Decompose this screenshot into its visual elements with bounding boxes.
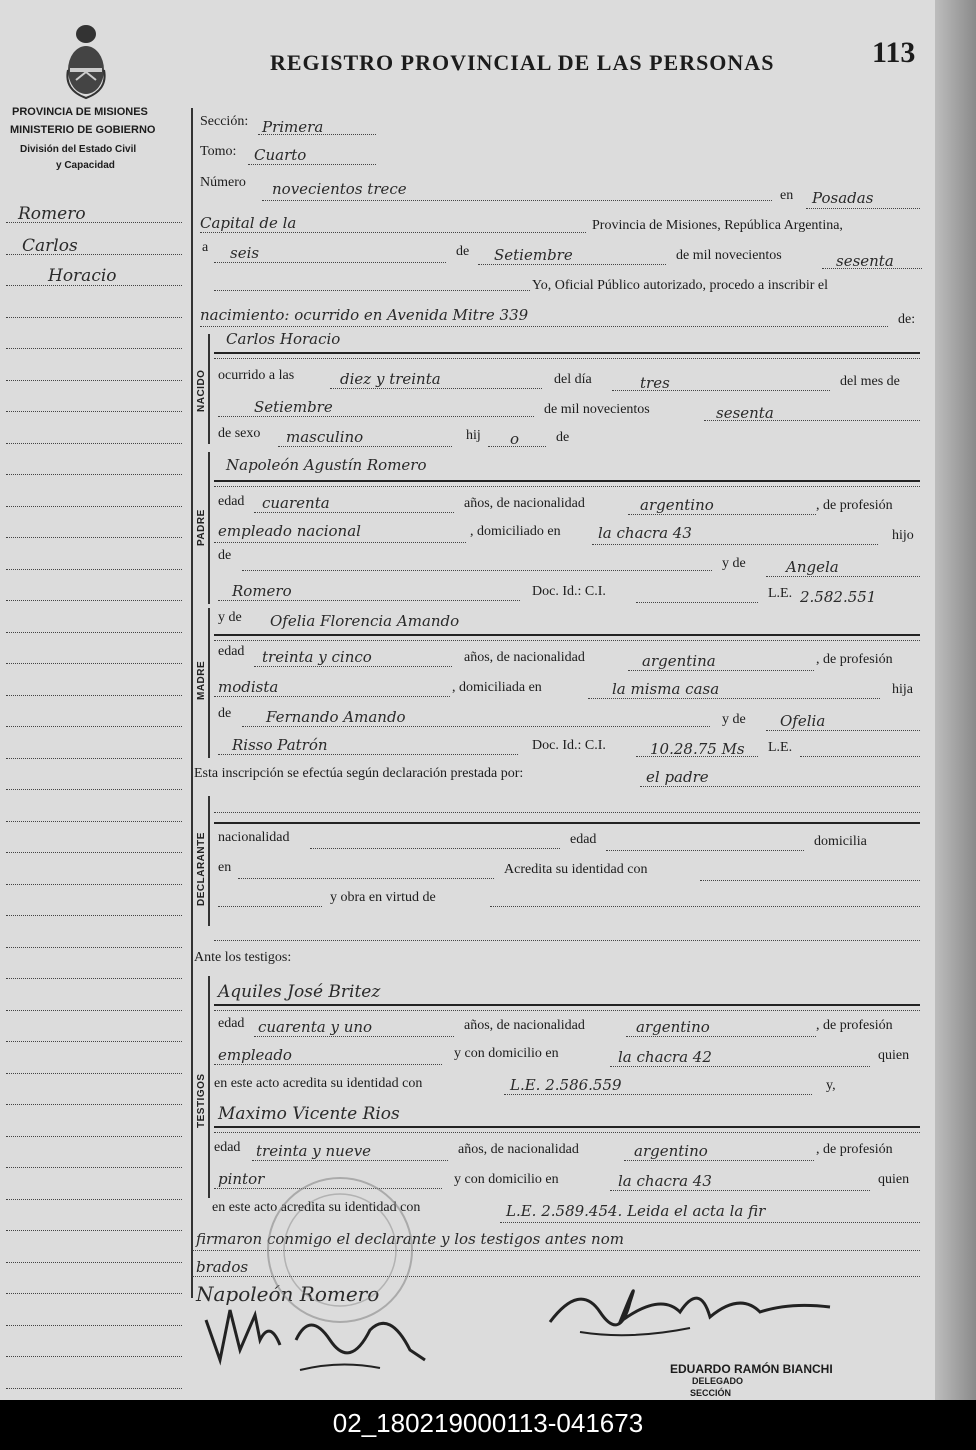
registry-seal-icon xyxy=(260,1170,420,1330)
numero-label: Número xyxy=(200,175,246,190)
testigo2-dom-label: y con domicilio en xyxy=(454,1172,559,1187)
cierre-line-1: firmaron conmigo el declarante y los testigos antes nom xyxy=(196,1230,624,1248)
de-sexo-label: de sexo xyxy=(218,426,261,441)
margin-line xyxy=(6,884,182,885)
margin-line xyxy=(6,1388,182,1389)
madre-prof-value: modista xyxy=(218,678,279,696)
testigo1-acredita-label: en este acto acredita su identidad con xyxy=(214,1076,423,1091)
de-colon-label: de: xyxy=(898,312,916,327)
madre-dom-value: la misma casa xyxy=(612,680,720,698)
margin-line xyxy=(6,758,182,759)
padre-madre2-value: Romero xyxy=(232,582,292,600)
de-mil-label: de mil novecientos xyxy=(676,248,782,263)
del-dia-label: del día xyxy=(554,372,592,387)
margin-line xyxy=(6,506,182,507)
padre-de-label: de xyxy=(218,548,232,563)
del-mes-label: del mes de xyxy=(840,374,900,389)
hij-label: hij xyxy=(466,428,481,443)
testigo1-quien-label: quien xyxy=(878,1048,910,1063)
testigo2-prof-label: , de profesión xyxy=(816,1142,893,1157)
madre-padre-value: Fernando Amando xyxy=(266,708,406,726)
madre-y-de-2-label: y de xyxy=(722,712,746,727)
signature-officer xyxy=(540,1262,840,1352)
padre-prof-value: empleado nacional xyxy=(218,522,361,540)
testigo2-nac-value: argentino xyxy=(634,1142,708,1160)
margin-line xyxy=(6,947,182,948)
testigo2-prof-value: pintor xyxy=(218,1170,265,1188)
padre-hijo-label: hijo xyxy=(892,528,914,543)
de-2-label: de xyxy=(556,430,570,445)
testigo2-dom-value: la chacra 43 xyxy=(618,1172,712,1190)
margin-line xyxy=(6,1136,182,1137)
margin-line xyxy=(6,1262,182,1263)
de-label: de xyxy=(456,244,470,259)
en-ciudad-value: Posadas xyxy=(812,189,874,207)
seccion-label: Sección: xyxy=(200,114,249,129)
margin-line xyxy=(6,317,182,318)
declarante-value: el padre xyxy=(646,768,709,786)
madre-de-label: de xyxy=(218,706,232,721)
testigo1-dom-value: la chacra 42 xyxy=(618,1048,712,1066)
margin-line xyxy=(6,978,182,979)
testigo2-edad-value: treinta y nueve xyxy=(256,1142,372,1160)
padre-dom-label: , domiciliado en xyxy=(470,524,561,539)
testigos-bracket xyxy=(208,976,210,1198)
nacido-side-label: NACIDO xyxy=(196,369,207,412)
padre-nac-label: años, de nacionalidad xyxy=(464,496,585,511)
margin-line xyxy=(6,1230,182,1231)
madre-nac-value: argentina xyxy=(642,652,716,670)
en-label: en xyxy=(780,188,794,203)
testigo2-nombre-value: Maximo Vicente Rios xyxy=(218,1104,400,1124)
madre-docid-label: Doc. Id.: C.I. xyxy=(532,738,606,753)
a-label: a xyxy=(202,240,209,255)
margin-first-name: Carlos xyxy=(22,236,78,256)
mes-value: Setiembre xyxy=(494,246,573,264)
org-line-1: PROVINCIA DE MISIONES xyxy=(12,106,148,118)
seccion-value: Primera xyxy=(262,118,324,136)
decl-edad-label: edad xyxy=(570,832,597,847)
margin-line xyxy=(6,411,182,412)
coat-of-arms-icon xyxy=(62,20,110,100)
declarante-side-label: DECLARANTE xyxy=(196,832,207,906)
margin-line xyxy=(6,380,182,381)
margin-divider xyxy=(191,108,193,1298)
stamp-name: EDUARDO RAMÓN BIANCHI xyxy=(670,1362,833,1376)
testigo2-acredita-label: en este acto acredita su identidad con xyxy=(212,1200,421,1215)
hora-value: diez y treinta xyxy=(340,370,441,388)
margin-line xyxy=(6,1325,182,1326)
madre-nac-label: años, de nacionalidad xyxy=(464,650,585,665)
madre-edad-label: edad xyxy=(218,644,245,659)
yo-text: Yo, Oficial Público autorizado, procedo a inscribir el xyxy=(532,278,829,293)
anio-value: sesenta xyxy=(836,252,894,270)
madre-nombre-value: Ofelia Florencia Amando xyxy=(270,612,460,630)
madre-le-label: L.E. xyxy=(768,740,793,755)
testigo1-prof-value: empleado xyxy=(218,1046,292,1064)
margin-line xyxy=(6,1293,182,1294)
page-number: 113 xyxy=(872,36,916,69)
padre-edad-value: cuarenta xyxy=(262,494,330,512)
padre-nombre-value: Napoleón Agustín Romero xyxy=(226,456,427,474)
testigo1-nac-label: años, de nacionalidad xyxy=(464,1018,585,1033)
padre-madre1-value: Angela xyxy=(786,558,839,576)
padre-side-label: PADRE xyxy=(196,509,207,546)
nacido-bracket xyxy=(208,334,210,444)
mes-nac-value: Setiembre xyxy=(254,398,333,416)
padre-le-label: L.E. xyxy=(768,586,793,601)
padre-dom-value: la chacra 43 xyxy=(598,524,692,542)
madre-side-label: MADRE xyxy=(196,660,207,700)
inscripcion-text: Esta inscripción se efectúa según declaración prestada por: xyxy=(194,766,524,781)
testigo1-doc-value: L.E. 2.586.559 xyxy=(510,1076,622,1094)
decl-acredita-label: Acredita su identidad con xyxy=(504,862,648,877)
tomo-label: Tomo: xyxy=(200,144,237,159)
capital-value: Capital de la xyxy=(200,214,297,232)
margin-line xyxy=(6,443,182,444)
madre-hija-label: hija xyxy=(892,682,913,697)
margin-line xyxy=(6,1167,182,1168)
margin-line xyxy=(6,821,182,822)
provincia-text: Provincia de Misiones, República Argentina, xyxy=(592,218,843,233)
margin-line xyxy=(6,695,182,696)
margin-line xyxy=(6,474,182,475)
margin-line xyxy=(6,1356,182,1357)
testigo1-nombre-value: Aquiles José Britez xyxy=(218,982,381,1002)
stamp-line-2: DELEGADO xyxy=(692,1376,744,1386)
org-line-3: División del Estado Civil xyxy=(20,144,137,155)
padre-edad-label: edad xyxy=(218,494,245,509)
margin-line xyxy=(6,789,182,790)
de-mil-2-label: de mil novecientos xyxy=(544,402,650,417)
margin-line xyxy=(6,1199,182,1200)
hij-suffix-value: o xyxy=(510,430,520,448)
margin-line xyxy=(6,852,182,853)
madre-madre1-value: Ofelia xyxy=(780,712,826,730)
testigo2-doc-value: L.E. 2.589.454. Leida el acta la fir xyxy=(506,1202,766,1220)
padre-bracket xyxy=(208,452,210,604)
madre-madre2-value: Risso Patrón xyxy=(232,736,328,754)
testigos-side-label: TESTIGOS xyxy=(196,1073,207,1128)
madre-y-de-label: y de xyxy=(218,610,242,625)
dia-value: seis xyxy=(230,244,260,262)
declarante-bracket xyxy=(208,796,210,926)
testigo1-prof-label: , de profesión xyxy=(816,1018,893,1033)
margin-line xyxy=(6,663,182,664)
tomo-value: Cuarto xyxy=(254,146,307,164)
inscribir-value: nacimiento: ocurrido en Avenida Mitre 339 xyxy=(200,306,529,324)
testigo2-edad-label: edad xyxy=(214,1140,241,1155)
testigo2-nac-label: años, de nacionalidad xyxy=(458,1142,579,1157)
madre-edad-value: treinta y cinco xyxy=(262,648,372,666)
testigo2-quien-label: quien xyxy=(878,1172,910,1187)
margin-line xyxy=(6,1010,182,1011)
footer-id: 02_180219000113-041673 xyxy=(0,1400,976,1450)
ocurrido-label: ocurrido a las xyxy=(218,368,295,383)
ante-testigos-label: Ante los testigos: xyxy=(194,950,292,965)
decl-domicilia-label: domicilia xyxy=(814,834,867,849)
padre-docid-label: Doc. Id.: C.I. xyxy=(532,584,606,599)
madre-prof-label: , de profesión xyxy=(816,652,893,667)
margin-line xyxy=(6,600,182,601)
padre-prof-label: , de profesión xyxy=(816,498,893,513)
madre-ci-value: 10.28.75 Ms xyxy=(650,740,745,758)
org-line-4: y Capacidad xyxy=(56,160,115,171)
decl-en-label: en xyxy=(218,860,232,875)
margin-line xyxy=(6,1041,182,1042)
document-title: REGISTRO PROVINCIAL DE LAS PERSONAS xyxy=(270,50,775,75)
margin-line xyxy=(6,915,182,916)
madre-dom-label: , domiciliada en xyxy=(452,680,542,695)
margin-line xyxy=(6,569,182,570)
decl-nacionalidad-label: nacionalidad xyxy=(218,830,290,845)
anio-nac-value: sesenta xyxy=(716,404,774,422)
firma-padre: Napoleón Romero xyxy=(196,1282,380,1306)
margin-line xyxy=(6,726,182,727)
testigo1-edad-value: cuarenta y uno xyxy=(258,1018,373,1036)
margin-middle-name: Horacio xyxy=(48,266,117,286)
margin-line xyxy=(6,537,182,538)
sexo-value: masculino xyxy=(286,428,364,446)
margin-surname: Romero xyxy=(18,204,86,224)
org-line-2: MINISTERIO DE GOBIERNO xyxy=(10,124,156,136)
margin-line xyxy=(6,1073,182,1074)
testigo1-dom-label: y con domicilio en xyxy=(454,1046,559,1061)
margin-line xyxy=(6,632,182,633)
nombre-nacido-value: Carlos Horacio xyxy=(226,330,341,348)
padre-le-value: 2.582.551 xyxy=(800,588,877,606)
margin-line xyxy=(6,1104,182,1105)
padre-y-de-label: y de xyxy=(722,556,746,571)
numero-value: novecientos trece xyxy=(272,180,407,198)
testigo1-nac-value: argentino xyxy=(636,1018,710,1036)
madre-bracket xyxy=(208,608,210,758)
dia-nac-value: tres xyxy=(640,374,670,392)
stamp-line-3: SECCIÓN xyxy=(690,1388,732,1398)
testigo1-edad-label: edad xyxy=(218,1016,245,1031)
testigo1-y-label: y, xyxy=(826,1078,836,1093)
cierre-line-2: brados xyxy=(196,1258,249,1276)
padre-nac-value: argentino xyxy=(640,496,714,514)
decl-obra-label: y obra en virtud de xyxy=(330,890,436,905)
margin-line xyxy=(6,348,182,349)
